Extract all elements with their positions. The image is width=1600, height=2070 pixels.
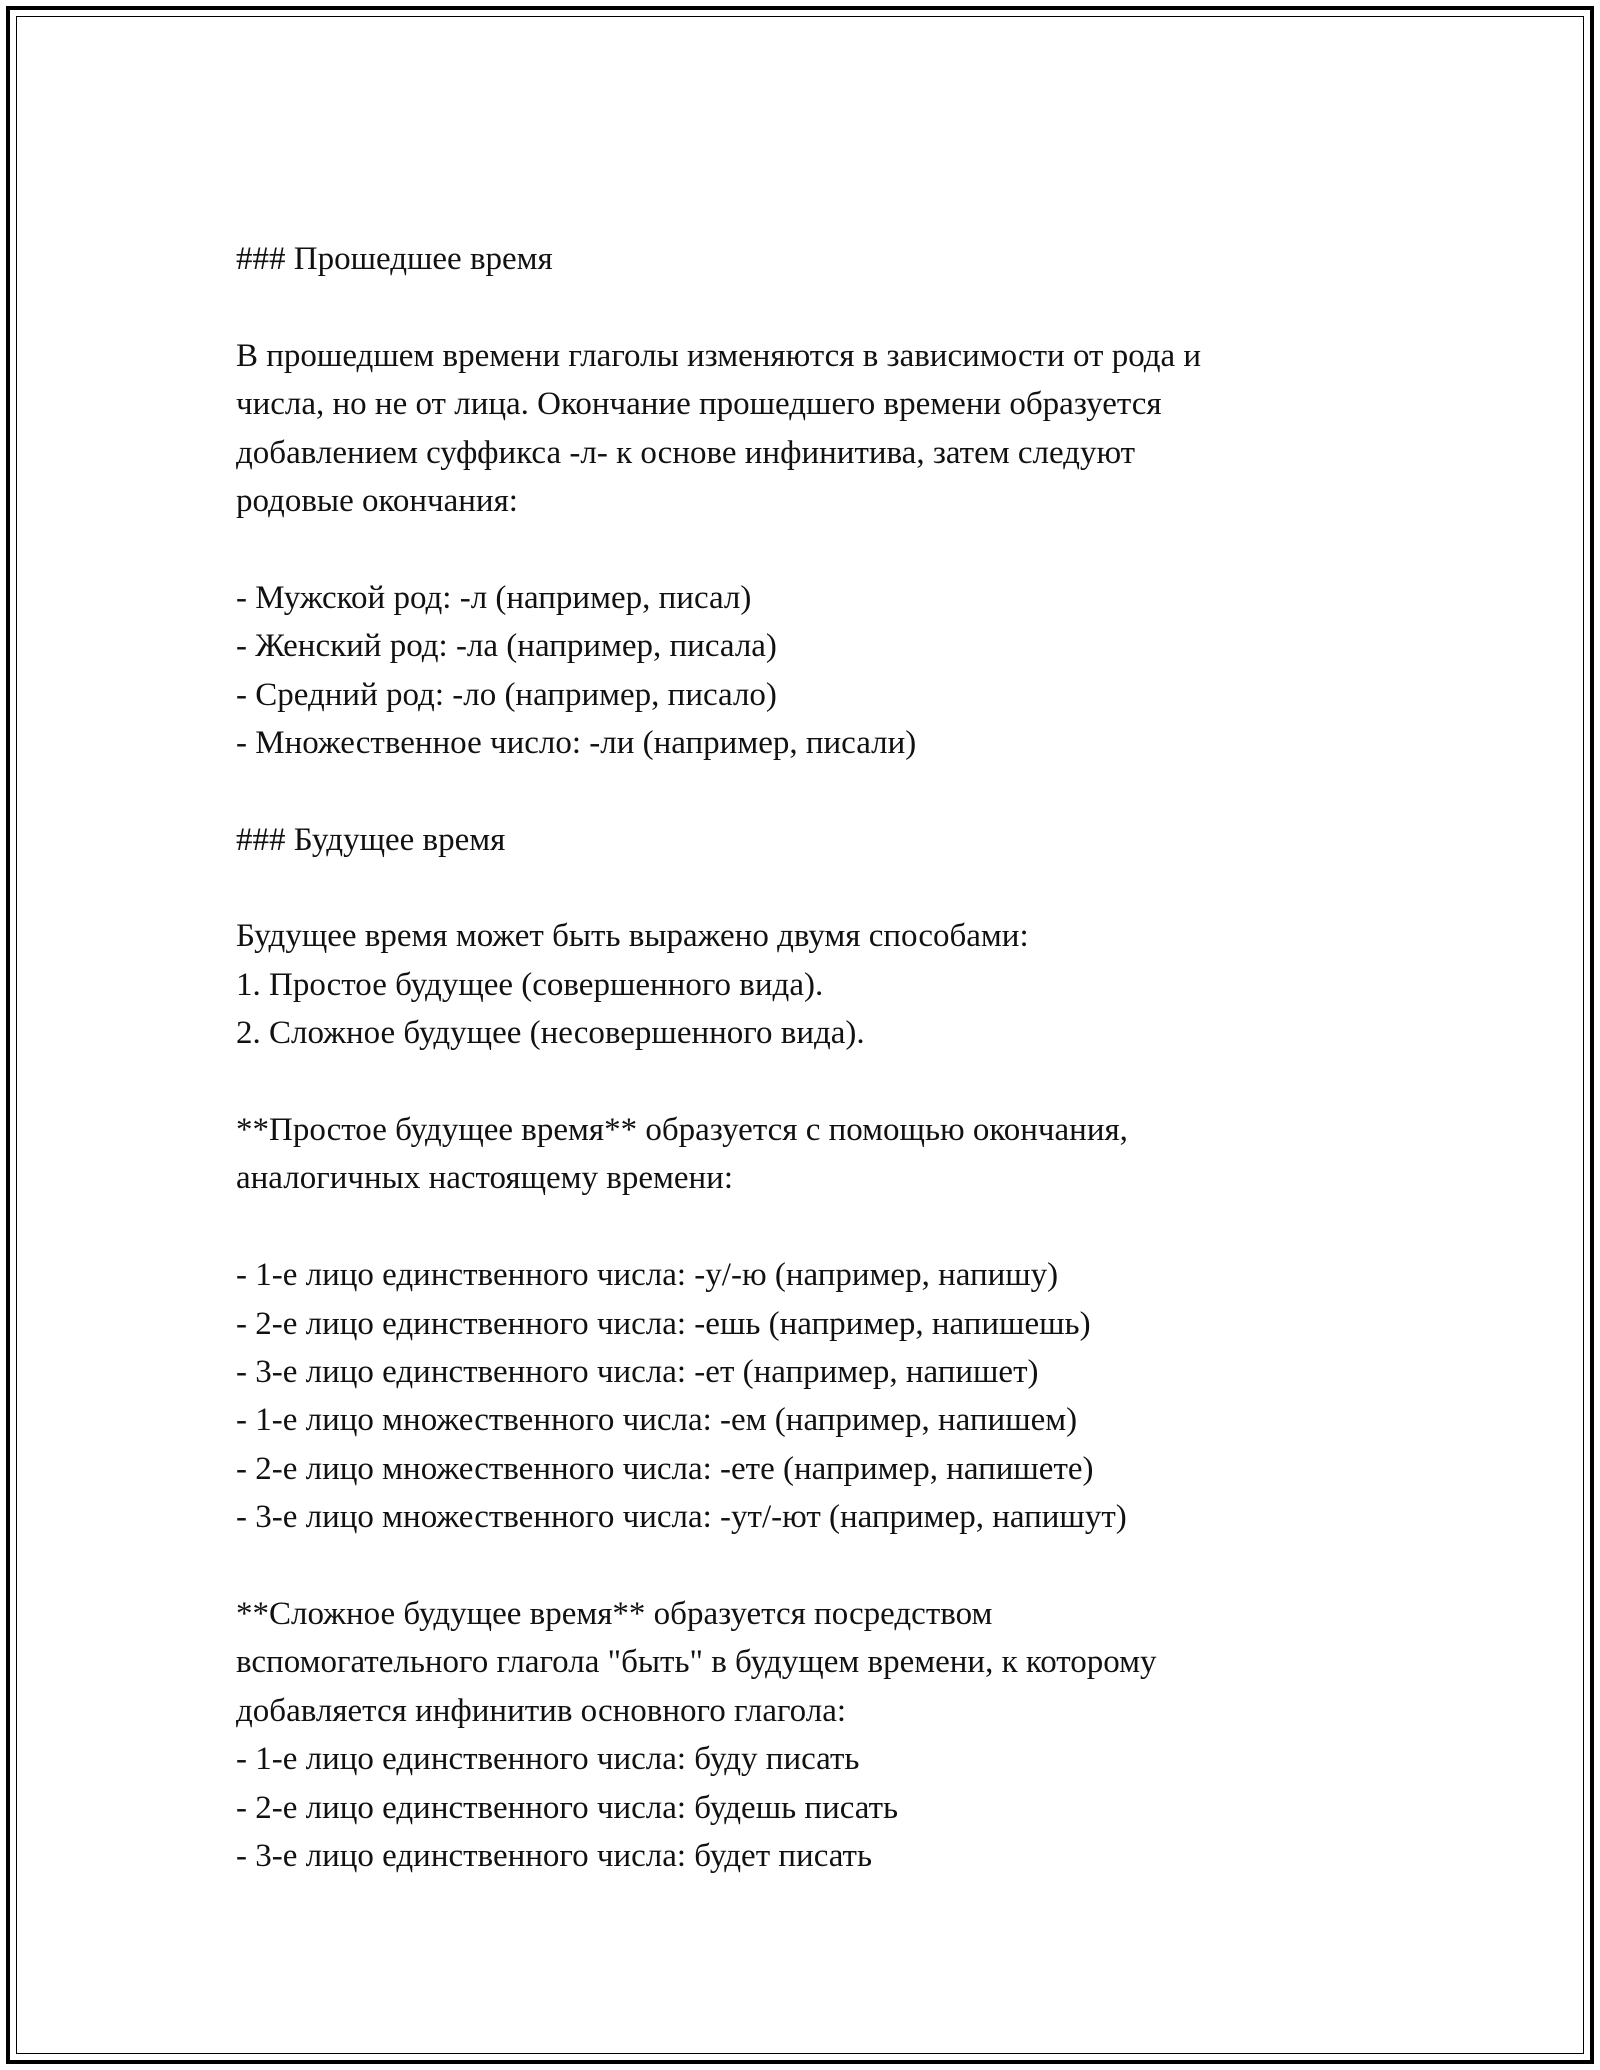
paragraph-line: добавляется инфинитив основного глагола: <box>236 1692 847 1729</box>
list-item: - Множественное число: -ли (например, писали) <box>236 724 917 761</box>
list-item: - Мужской род: -л (например, писал) <box>236 579 752 616</box>
document-body <box>236 235 1386 1880</box>
paragraph-line: Будущее время может быть выражено двумя способами: <box>236 918 1029 955</box>
list-item: - 3-е лицо единственного числа: будет писать <box>236 1837 873 1874</box>
list-item: - 2-е лицо единственного числа: -ешь (например, напишешь) <box>236 1305 1091 1342</box>
list-item: - 2-е лицо множественного числа: -ете (например, напишете) <box>236 1450 1094 1487</box>
paragraph-line: добавлением суффикса -л- к основе инфинитива, затем следуют <box>236 434 1136 471</box>
blank-line <box>236 767 1386 815</box>
list-item: - Средний род: -ло (например, писало) <box>236 676 777 713</box>
paragraph-line: **Простое будущее время** образуется с помощью окончания, <box>236 1112 1128 1149</box>
paragraph-line: **Сложное будущее время** образуется посредством <box>236 1595 993 1632</box>
blank-line <box>236 1542 1386 1590</box>
list-item: - 2-е лицо единственного числа: будешь писать <box>236 1789 899 1826</box>
blank-line <box>236 1203 1386 1251</box>
section-heading-past: ### Прошедшее время <box>236 241 553 277</box>
paragraph-line: родовые окончания: <box>236 482 518 519</box>
paragraph-line: числа, но не от лица. Окончание прошедшего времени образуется <box>236 386 1162 423</box>
list-item: 1. Простое будущее (совершенного вида). <box>236 966 824 1003</box>
paragraph-line: аналогичных настоящему времени: <box>236 1160 734 1197</box>
blank-line <box>236 1058 1386 1106</box>
list-item: - 1-е лицо множественного числа: -ем (например, напишем) <box>236 1402 1078 1439</box>
blank-line <box>236 864 1386 912</box>
list-item: 2. Сложное будущее (несовершенного вида). <box>236 1015 865 1052</box>
list-item: - 1-е лицо единственного числа: буду писать <box>236 1741 860 1778</box>
blank-line <box>236 525 1386 573</box>
blank-line <box>236 283 1386 331</box>
list-item: - 3-е лицо единственного числа: -ет (например, напишет) <box>236 1353 1039 1390</box>
list-item: - 3-е лицо множественного числа: -ут/-ют (например, напишут) <box>236 1499 1127 1536</box>
list-item: - 1-е лицо единственного числа: -у/-ю (например, напишу) <box>236 1257 1059 1294</box>
section-heading-future: ### Будущее время <box>236 821 506 858</box>
paragraph-line: В прошедшем времени глаголы изменяются в зависимости от рода и <box>236 337 1202 374</box>
paragraph-line: вспомогательного глагола "быть" в будущем времени, к которому <box>236 1644 1157 1681</box>
list-item: - Женский род: -ла (например, писала) <box>236 628 777 665</box>
